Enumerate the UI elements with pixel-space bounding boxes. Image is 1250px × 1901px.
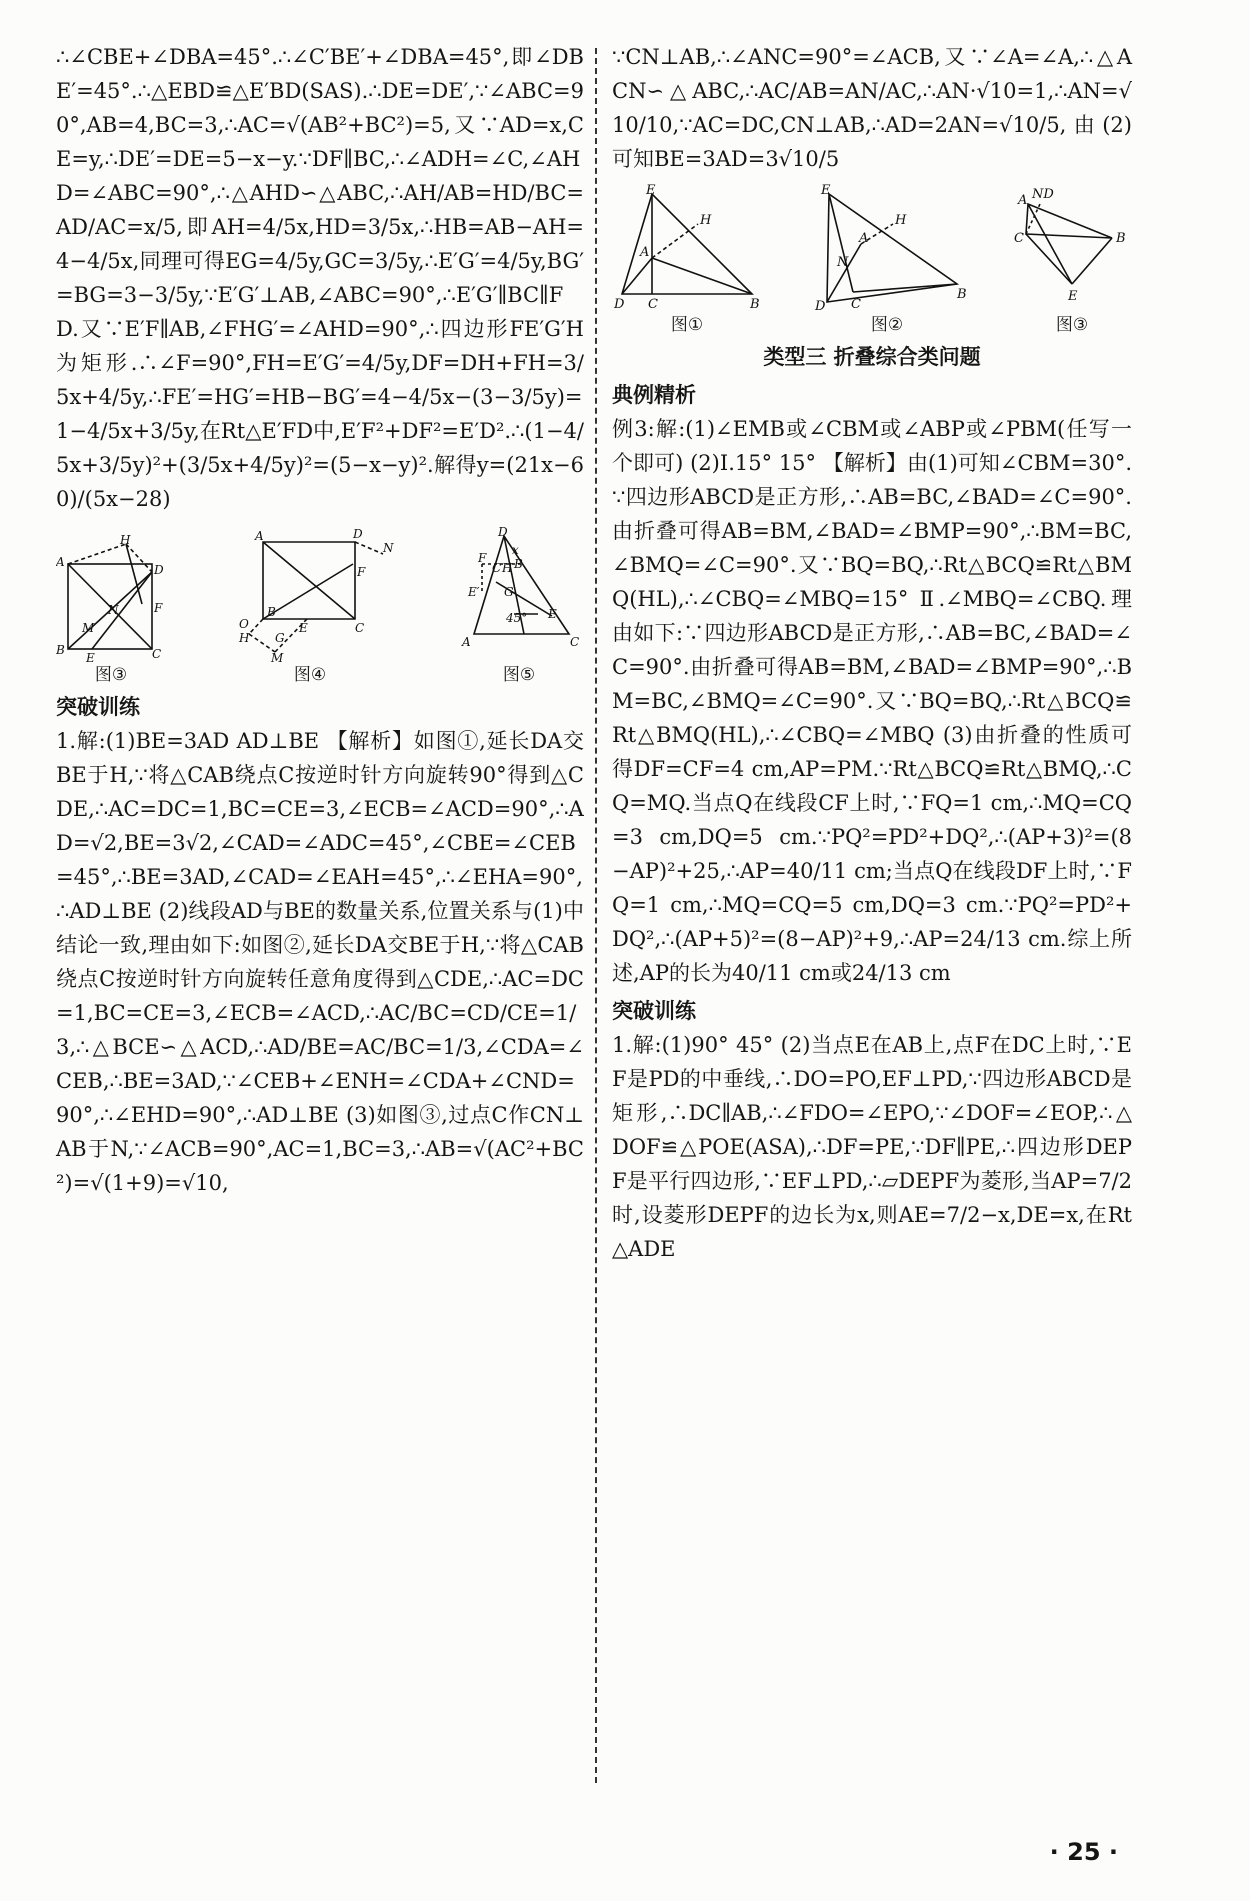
- svg-text:D: D: [614, 297, 625, 312]
- caption-fig3-right: 图③: [1055, 315, 1089, 335]
- svg-text:N: N: [383, 541, 394, 555]
- svg-text:E: E: [1068, 289, 1078, 304]
- caption-fig5-left: 图⑤: [502, 665, 536, 685]
- svg-text:C: C: [492, 561, 502, 575]
- svg-text:O: O: [239, 617, 249, 631]
- svg-text:G: G: [504, 585, 514, 599]
- right-figures: [612, 184, 1132, 336]
- svg-text:ND: ND: [1032, 187, 1054, 202]
- svg-text:B: B: [957, 287, 967, 302]
- left-paragraph-1: ∴∠CBE+∠DBA=45°.∴∠C′BE′+∠DBA=45°,即∠DBE′=45°.∴△EBD≌△E′BD(SAS).∴DE=DE′,∵∠ABC=90°,AB=4,BC=3,∴AC=√(AB²+BC²)=5,又∵AD=x,CE=y,∴DE′=DE=5−x−y.∵DF∥BC,∴∠ADH=∠C,∠AHD=∠ABC=90°,∴△AHD∽△ABC,∴AH/AB=HD/BC=AD/AC=x/5,即AH=4/5x,HD=3/5x,∴HB=AB−AH=4−4/5x,同理可得EG=4/5y,GC=3/5y,∴E′G′=4/5y,BG′=BG=3−3/5y,∵E′G′⊥AB,∠ABC=90°,∴E′G′∥BC∥FD.又∵E′F∥AB,∠FHG′=∠AHD=90°,∴四边形FE′G′H为矩形.∴∠F=90°,FH=E′G′=4/5y,DF=DH+FH=3/5x+4/5y,∴FE′=HG′=HB−BG′=4−4/5x−(3−3/5y)=1−4/5x+3/5y,在Rt△E′FD中,E′F²+DF²=E′D².∴(1−4/5x+3/5y)²+(3/5x+4/5y)²=(5−x−y)².解得y=(21x−60)/(5x−28): [56, 45, 584, 511]
- svg-text:E: E: [821, 184, 831, 198]
- svg-text:E: E: [299, 621, 308, 635]
- figure-4-left: [225, 524, 395, 686]
- left-training-heading: 突破训练: [56, 695, 140, 719]
- svg-text:C: C: [570, 635, 580, 649]
- svg-text:H: H: [895, 213, 907, 228]
- right-intro-paragraph: ∵CN⊥AB,∴∠ANC=90°=∠ACB,又∵∠A=∠A,∴△ACN∽△ABC,∴AC/AB=AN/AC,∴AN·√10=1,∴AN=√10/10,∵AC=DC,CN⊥AB,∴AD=2AN=√10/5,由(2)可知BE=3AD=3√10/5: [612, 45, 1132, 171]
- svg-text:M: M: [82, 621, 95, 635]
- svg-text:A: A: [462, 635, 471, 649]
- figure-1-right-drawing: [612, 184, 762, 314]
- svg-text:H: H: [700, 213, 712, 228]
- svg-text:A: A: [859, 231, 869, 246]
- right-column: [612, 40, 1132, 1266]
- svg-text:H: H: [239, 631, 250, 645]
- svg-text:F: F: [357, 565, 366, 579]
- svg-text:N: N: [108, 603, 119, 617]
- svg-text:C: C: [1014, 231, 1024, 246]
- svg-text:D: D: [815, 299, 826, 314]
- svg-text:C: C: [851, 297, 861, 312]
- svg-text:M: M: [271, 651, 284, 664]
- svg-text:B: B: [514, 557, 523, 571]
- figure-3-left-drawing: [56, 534, 166, 664]
- svg-text:C: C: [152, 647, 162, 661]
- svg-text:H: H: [502, 561, 513, 575]
- svg-text:E: E: [646, 184, 656, 198]
- svg-text:D: D: [154, 563, 164, 577]
- svg-text:A: A: [1018, 193, 1028, 208]
- figure-2-right: [807, 184, 967, 336]
- left-column: [56, 40, 584, 1200]
- svg-text:A: A: [56, 555, 65, 569]
- svg-text:D: D: [353, 527, 363, 541]
- caption-fig4-left: 图④: [293, 665, 327, 685]
- figure-5-left-drawing: [454, 524, 584, 664]
- page-number: · 25 ·: [1049, 1838, 1118, 1866]
- column-divider: [595, 48, 597, 1783]
- right-training-paragraph-1: 1.解:(1)90° 45° (2)当点E在AB上,点F在DC上时,∵EF是PD的中垂线,∴DO=PO,EF⊥PD,∵四边形ABCD是矩形,∴DC∥AB,∴∠FDO=∠EPO,∵∠DOF=∠EOP,∴△DOF≌△POE(ASA),∴DF=PE,∵DF∥PE,∴四边形DEPF是平行四边形,∵EF⊥PD,∴▱DEPF为菱形,当AP=7/2时,设菱形DEPF的边长为x,则AE=7/2−x,DE=x,在Rt△ADE: [612, 1033, 1132, 1261]
- example-heading: 典例精析: [612, 383, 696, 407]
- figure-3-right: [1012, 184, 1132, 336]
- svg-text:B: B: [750, 297, 760, 312]
- section-type-three-heading: 类型三 折叠综合类问题: [763, 345, 981, 369]
- svg-text:N: N: [837, 255, 849, 270]
- svg-text:B: B: [267, 605, 276, 619]
- caption-fig3-left: 图③: [94, 665, 128, 685]
- svg-text:H: H: [120, 534, 131, 547]
- svg-text:G: G: [275, 631, 285, 645]
- svg-text:E: E: [86, 651, 95, 664]
- figure-1-right: [612, 184, 762, 336]
- caption-fig2-right: 图②: [870, 315, 904, 335]
- svg-text:C: C: [648, 297, 658, 312]
- left-figures: [56, 524, 584, 686]
- svg-text:E′: E′: [468, 585, 480, 599]
- left-training-paragraph-1: 1.解:(1)BE=3AD AD⊥BE 【解析】如图①,延长DA交BE于H,∵将△CAB绕点C按逆时针方向旋转90°得到△CDE,∴AC=DC=1,BC=CE=3,∠ECB=∠ACD=90°,∴AD=√2,BE=3√2,∠CAD=∠ADC=45°,∠CBE=∠CEB=45°,∴BE=3AD,∠CAD=∠EAH=45°,∴∠EHA=90°,∴AD⊥BE (2)线段AD与BE的数量关系,位置关系与(1)中结论一致,理由如下:如图②,延长DA交BE于H,∵将△CAB绕点C按逆时针方向旋转任意角度得到△CDE,∴AC=DC=1,BC=CE=3,∠ECB=∠ACD,∴AC/BC=CD/CE=1/3,∴△BCE∽△ACD,∴AD/BE=AC/BC=1/3,∠CDA=∠CEB,∴BE=3AD,∵∠CEB+∠ENH=∠CDA+∠CND=90°,∴∠EHD=90°,∴AD⊥BE (3)如图③,过点C作CN⊥AB于N,∵∠ACB=90°,AC=1,BC=3,∴AB=√(AC²+BC²)=√(1+9)=√10,: [56, 729, 584, 1195]
- caption-fig1-right: 图①: [670, 315, 704, 335]
- figure-4-left-drawing: [225, 524, 395, 664]
- svg-text:C: C: [355, 621, 365, 635]
- svg-text:B: B: [56, 643, 65, 657]
- svg-text:F: F: [478, 551, 487, 565]
- right-training-heading: 突破训练: [612, 999, 696, 1023]
- svg-text:B: B: [1116, 231, 1126, 246]
- svg-text:F: F: [154, 601, 163, 615]
- example-3-paragraph: 例3:解:(1)∠EMB或∠CBM或∠ABP或∠PBM(任写一个即可) (2)Ⅰ.15° 15° 【解析】由(1)可知∠CBM=30°.∵四边形ABCD是正方形,∴AB=BC,∠BAD=∠C=90°.由折叠可得AB=BM,∠BAD=∠BMP=90°,∴BM=BC,∠BMQ=∠C=90°.又∵BQ=BQ,∴Rt△BCQ≌Rt△BMQ(HL),∴∠CBQ=∠MBQ=15° Ⅱ.∠MBQ=∠CBQ.理由如下:∵四边形ABCD是正方形,∴AB=BC,∠BAD=∠C=90°.由折叠可得AB=BM,∠BAD=∠BMP=90°,∴BM=BC,∠BMQ=∠C=90°.又∵BQ=BQ,∴Rt△BCQ≌Rt△BMQ(HL),∴∠CBQ=∠MBQ (3)由折叠的性质可得DF=CF=4 cm,AP=PM.∵Rt△BCQ≌Rt△BMQ,∴CQ=MQ.当点Q在线段CF上时,∵FQ=1 cm,∴MQ=CQ=3 cm,DQ=5 cm.∵PQ²=PD²+DQ²,∴(AP+3)²=(8−AP)²+25,∴AP=40/11 cm;当点Q在线段DF上时,∵FQ=1 cm,∴MQ=CQ=5 cm,DQ=3 cm.∵PQ²=PD²+DQ²,∴(AP+5)²=(8−AP)²+9,∴AP=24/13 cm.综上所述,AP的长为40/11 cm或24/13 cm: [612, 417, 1132, 985]
- svg-text:D: D: [498, 525, 508, 539]
- svg-text:A: A: [255, 529, 264, 543]
- svg-text:A: A: [640, 245, 650, 260]
- figure-3-right-drawing: [1012, 184, 1132, 314]
- figure-5-left: [454, 524, 584, 686]
- figure-3-left: [56, 534, 166, 686]
- svg-text:E: E: [548, 607, 557, 621]
- figure-2-right-drawing: [807, 184, 967, 314]
- svg-text:x: x: [512, 543, 519, 557]
- svg-text:45°: 45°: [506, 611, 528, 625]
